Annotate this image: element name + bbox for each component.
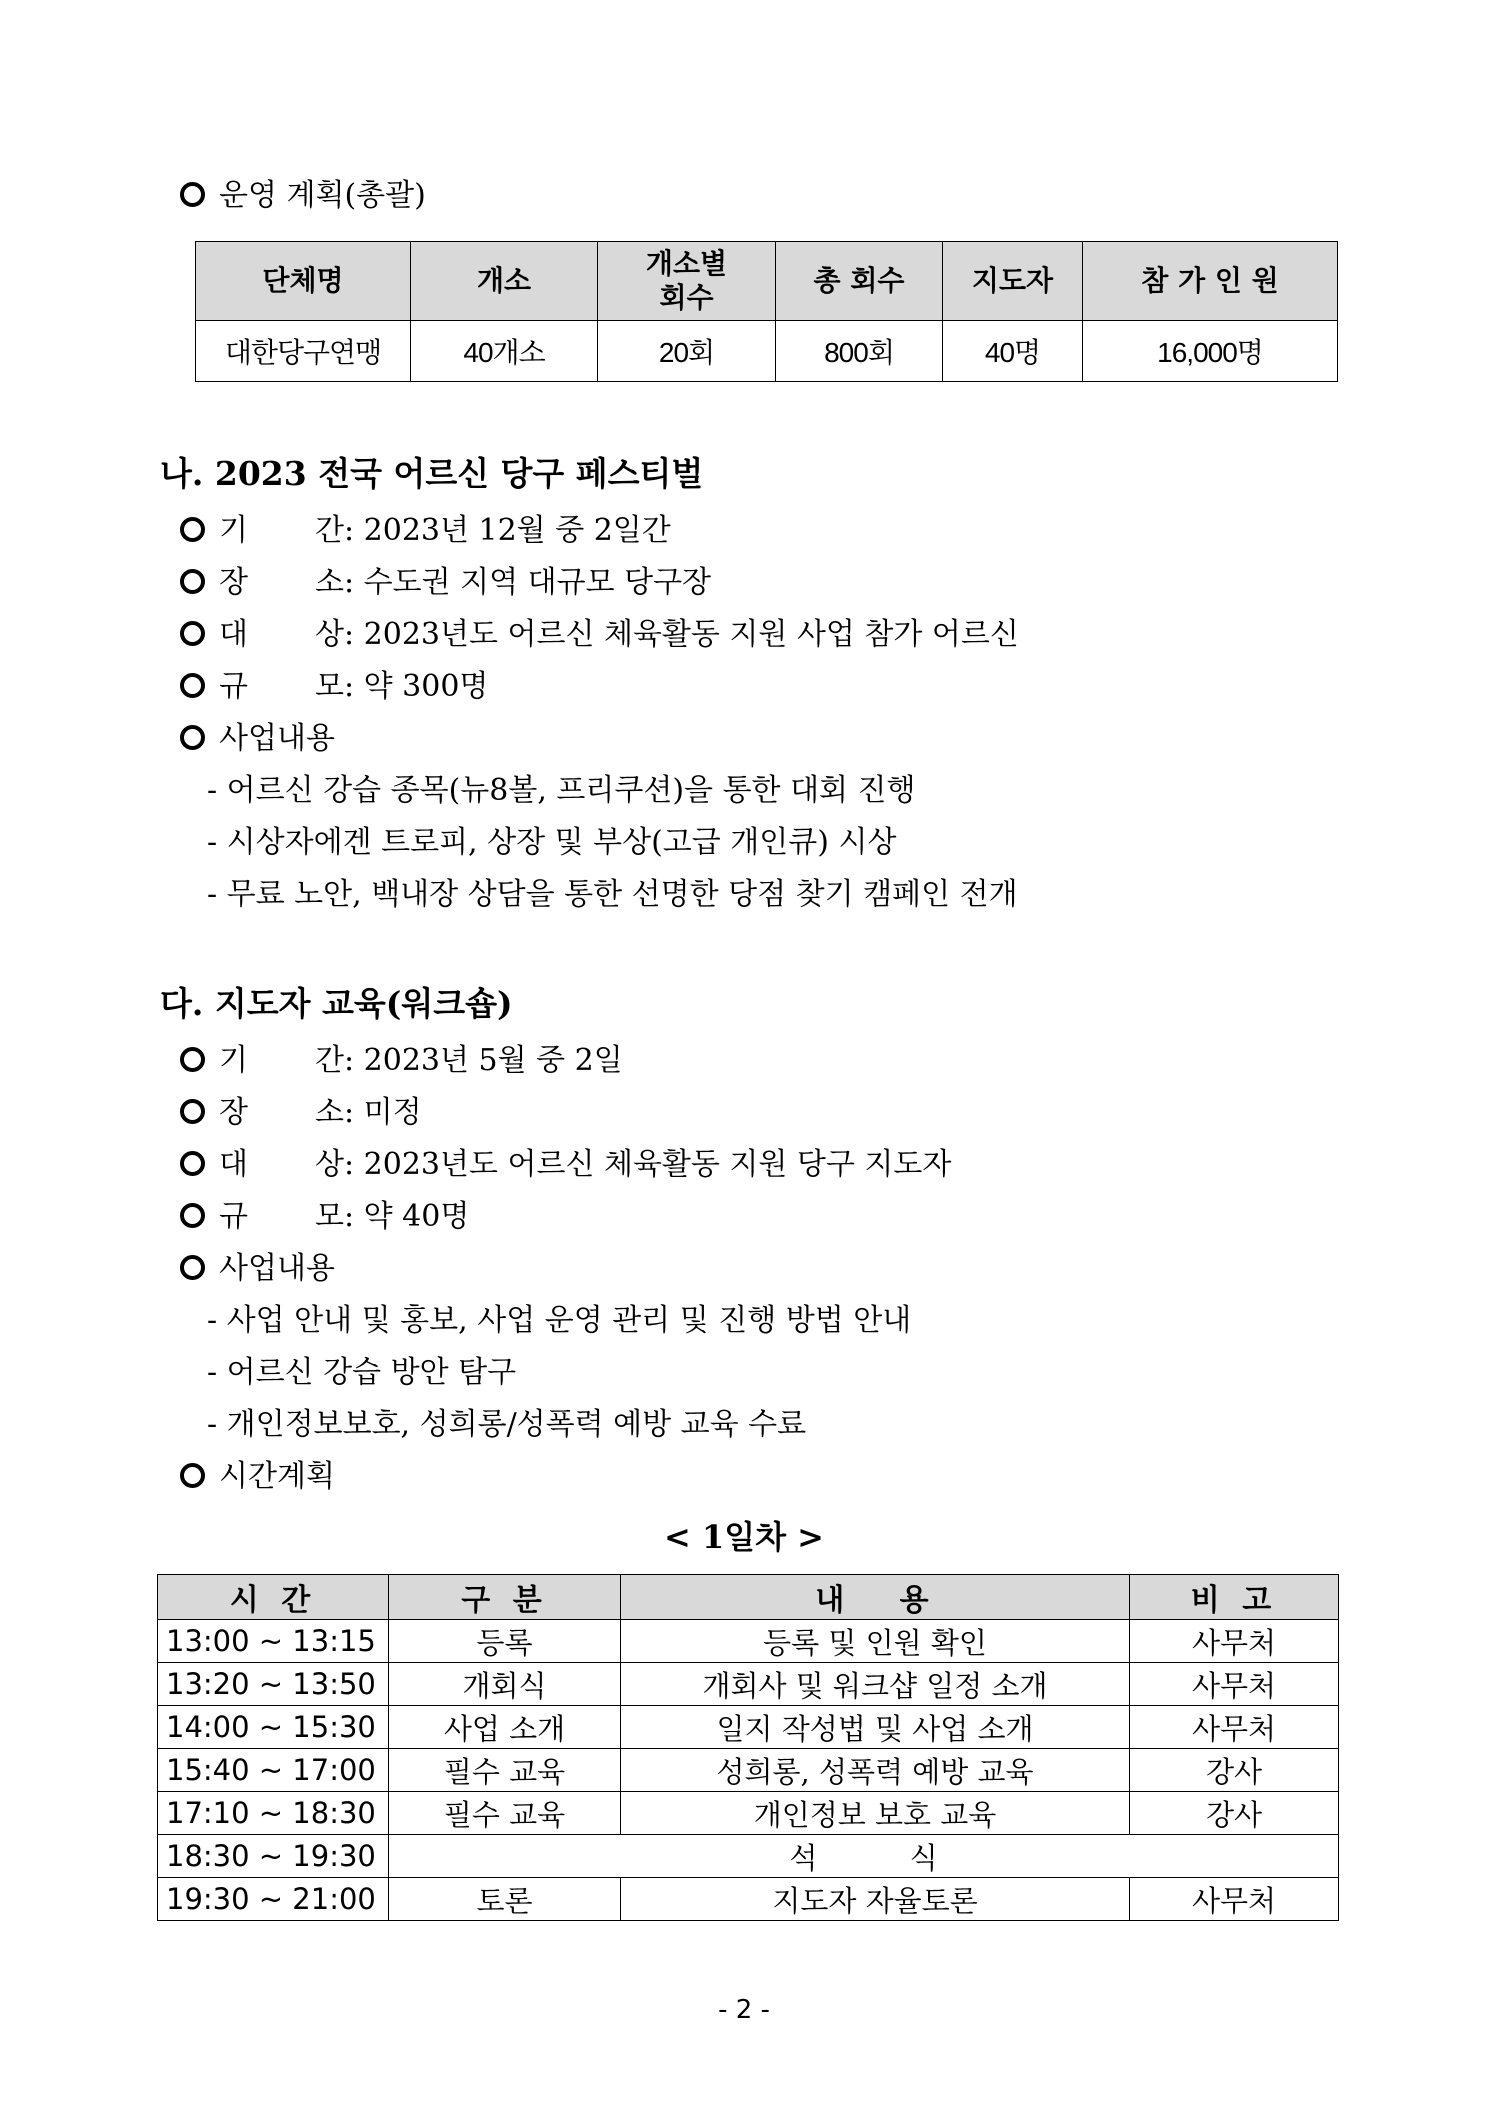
workshop-period: 기 간: 2023년 5월 중 2일 [180, 1041, 623, 1081]
workshop-detail: - 사업 안내 및 홍보, 사업 운영 관리 및 진행 방법 안내 [207, 1303, 912, 1338]
schedule-type: 토론 [389, 1878, 621, 1921]
plan-header-cell: 단체명 [196, 242, 411, 321]
schedule-time: 13:20 ~ 13:50 [158, 1663, 389, 1706]
plan-cell-total-sessions: 800회 [776, 321, 943, 382]
plan-table-header-row [196, 242, 1338, 321]
schedule-caption: < 1일차 > [664, 1518, 824, 1556]
schedule-header-cell: 구 분 [389, 1575, 621, 1620]
schedule-time: 19:30 ~ 21:00 [158, 1878, 389, 1921]
plan-header-cell: 개소 [411, 242, 598, 321]
festival-content-label: 사업내용 [180, 719, 335, 759]
workshop-detail: - 개인정보보호, 성희롱/성폭력 예방 교육 수료 [207, 1407, 807, 1442]
schedule-header-cell: 시 간 [158, 1575, 389, 1620]
workshop-title: 다. 지도자 교육(워크숍) [160, 984, 513, 1023]
schedule-note: 사무처 [1130, 1663, 1339, 1706]
schedule-header-row [158, 1575, 1339, 1620]
table-row [158, 1706, 1339, 1749]
circle-bullet-icon [180, 725, 205, 750]
festival-target: 대 상: 2023년도 어르신 체육활동 지원 사업 참가 어르신 [180, 615, 1019, 655]
plan-heading: 운영 계획(총괄) [180, 176, 426, 216]
plan-cell-instructors: 40명 [943, 321, 1083, 382]
plan-header-cell: 참 가 인 원 [1083, 242, 1338, 321]
circle-bullet-icon [180, 1047, 205, 1072]
plan-cell-sites: 40개소 [411, 321, 598, 382]
schedule-type: 개회식 [389, 1663, 621, 1706]
schedule-type: 필수 교육 [389, 1749, 621, 1792]
table-row [158, 1878, 1339, 1921]
schedule-note: 사무처 [1130, 1878, 1339, 1921]
circle-bullet-icon [180, 1255, 205, 1280]
workshop-schedule-label: 시간계획 [180, 1457, 335, 1497]
schedule-time: 17:10 ~ 18:30 [158, 1792, 389, 1835]
circle-bullet-icon [180, 569, 205, 594]
schedule-content: 개회사 및 워크샵 일정 소개 [621, 1663, 1130, 1706]
festival-scale: 규 모: 약 300명 [180, 667, 488, 707]
schedule-time: 14:00 ~ 15:30 [158, 1706, 389, 1749]
workshop-content-label: 사업내용 [180, 1249, 335, 1289]
schedule-time: 18:30 ~ 19:30 [158, 1835, 389, 1878]
schedule-content: 등록 및 인원 확인 [621, 1620, 1130, 1663]
schedule-content: 일지 작성법 및 사업 소개 [621, 1706, 1130, 1749]
schedule-note: 사무처 [1130, 1620, 1339, 1663]
festival-venue: 장 소: 수도권 지역 대규모 당구장 [180, 563, 711, 603]
circle-bullet-icon [180, 1203, 205, 1228]
plan-header-cell: 총 회수 [776, 242, 943, 321]
plan-cell-org: 대한당구연맹 [196, 321, 411, 382]
festival-detail: - 무료 노안, 백내장 상담을 통한 선명한 당점 찾기 캠페인 전개 [207, 877, 1018, 912]
schedule-time: 15:40 ~ 17:00 [158, 1749, 389, 1792]
page-number: - 2 - [718, 1995, 770, 2025]
circle-bullet-icon [180, 1463, 205, 1488]
schedule-note: 강사 [1130, 1792, 1339, 1835]
schedule-type: 등록 [389, 1620, 621, 1663]
plan-cell-participants: 16,000명 [1083, 321, 1338, 382]
schedule-table [157, 1574, 1339, 1921]
festival-title: 나. 2023 전국 어르신 당구 페스티벌 [160, 454, 704, 493]
table-row [158, 1749, 1339, 1792]
circle-bullet-icon [180, 673, 205, 698]
circle-bullet-icon [180, 182, 205, 207]
plan-header-cell: 개소별 회수 [598, 242, 776, 321]
festival-detail: - 시상자에겐 트로피, 상장 및 부상(고급 개인큐) 시상 [207, 825, 897, 860]
table-row [158, 1663, 1339, 1706]
festival-period: 기 간: 2023년 12월 중 2일간 [180, 511, 671, 551]
schedule-type: 필수 교육 [389, 1792, 621, 1835]
schedule-content: 개인정보 보호 교육 [621, 1792, 1130, 1835]
circle-bullet-icon [180, 1151, 205, 1176]
schedule-note: 강사 [1130, 1749, 1339, 1792]
plan-table-row [196, 321, 1338, 382]
schedule-type: 사업 소개 [389, 1706, 621, 1749]
workshop-detail: - 어르신 강습 방안 탐구 [207, 1355, 517, 1390]
schedule-content: 성희롱, 성폭력 예방 교육 [621, 1749, 1130, 1792]
workshop-target: 대 상: 2023년도 어르신 체육활동 지원 당구 지도자 [180, 1145, 951, 1185]
schedule-header-cell: 비 고 [1130, 1575, 1339, 1620]
schedule-time: 13:00 ~ 13:15 [158, 1620, 389, 1663]
plan-header-cell: 지도자 [943, 242, 1083, 321]
table-row [158, 1835, 1339, 1878]
schedule-content: 지도자 자율토론 [621, 1878, 1130, 1921]
circle-bullet-icon [180, 517, 205, 542]
plan-table [195, 241, 1338, 382]
schedule-merged-meal: 석 식 [389, 1835, 1339, 1878]
table-row [158, 1792, 1339, 1835]
circle-bullet-icon [180, 621, 205, 646]
schedule-note: 사무처 [1130, 1706, 1339, 1749]
table-row [158, 1620, 1339, 1663]
circle-bullet-icon [180, 1099, 205, 1124]
workshop-scale: 규 모: 약 40명 [180, 1197, 469, 1237]
festival-detail: - 어르신 강습 종목(뉴8볼, 프리쿠션)을 통한 대회 진행 [207, 773, 916, 808]
workshop-venue: 장 소: 미정 [180, 1093, 422, 1133]
plan-cell-sessions-per-site: 20회 [598, 321, 776, 382]
schedule-header-cell: 내 용 [621, 1575, 1130, 1620]
